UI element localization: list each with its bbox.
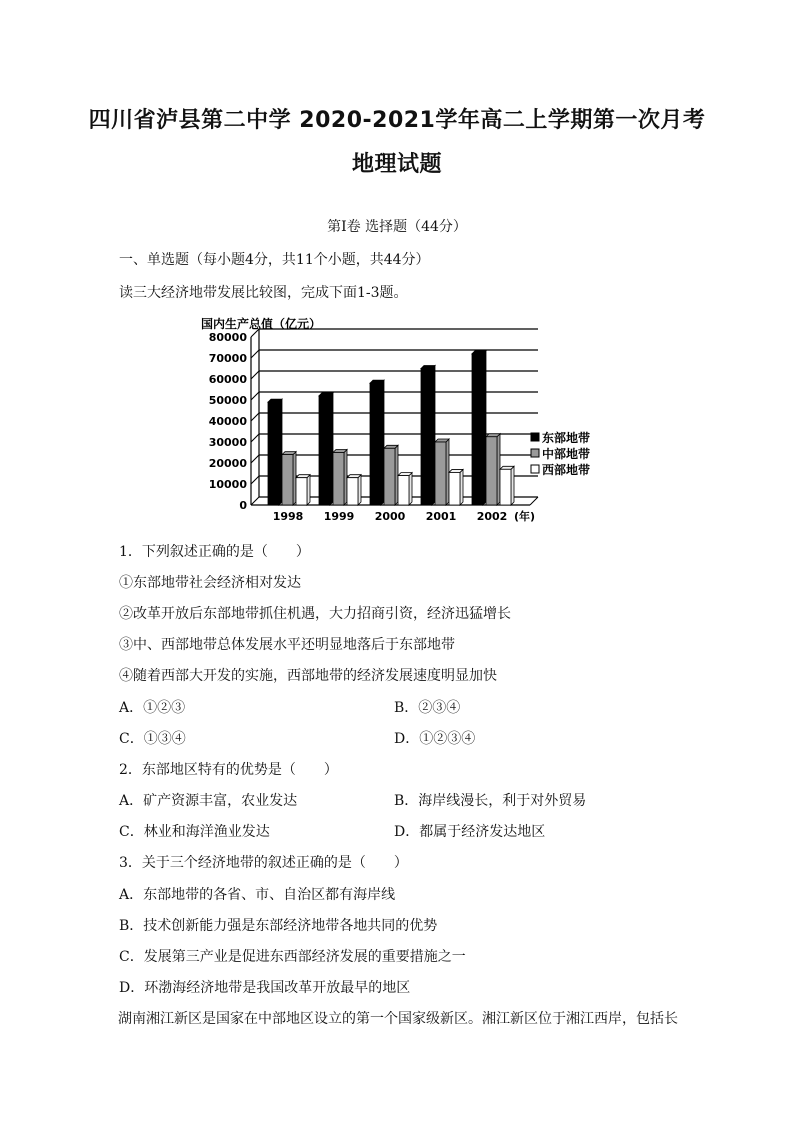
bar-top: [282, 452, 296, 455]
gridline-diagonal: [251, 434, 259, 442]
bar-top: [268, 399, 282, 402]
bar: [421, 369, 432, 506]
section-instruction: 一、单选题（每小题4分，共11个小题，共44分）: [119, 252, 430, 268]
q1-statement-1: ①东部地带社会经济相对发达: [119, 575, 301, 591]
bar: [370, 383, 381, 505]
q3-stem: 3．关于三个经济地带的叙述正确的是（ ）: [119, 855, 408, 871]
x-tick-label: 2002: [476, 510, 508, 523]
bar-side: [395, 445, 398, 505]
gridline-diagonal: [251, 455, 259, 463]
x-tick-label: 2001: [425, 510, 457, 523]
bar-side: [511, 466, 514, 505]
q2-option-a: A．矿产资源丰富，农业发达: [119, 793, 298, 809]
q1-statement-2: ②改革开放后东部地带抓住机遇，大力招商引资，经济迅猛增长: [119, 606, 511, 622]
bar: [486, 437, 497, 505]
y-tick-label: 80000: [208, 331, 247, 344]
exam-title-line1: 四川省泸县第二中学 2020-2021学年高二上学期第一次月考: [88, 108, 706, 133]
bar-side: [293, 452, 296, 505]
y-tick-label: 0: [239, 499, 247, 512]
bar-top: [296, 475, 310, 478]
legend-label: 东部地带: [542, 431, 591, 445]
bar: [268, 402, 279, 505]
bar: [472, 354, 483, 505]
q1-option-a: A．①②③: [119, 700, 186, 716]
bar-top: [333, 450, 347, 453]
bar-side: [279, 399, 282, 505]
bar-top: [486, 434, 500, 437]
bar-side: [358, 475, 361, 505]
bar: [500, 469, 511, 505]
bar-top: [398, 473, 412, 476]
y-tick-label: 20000: [208, 457, 247, 470]
bar-top: [435, 439, 449, 442]
q3-option-d: D．环渤海经济地带是我国改革开放最早的地区: [119, 980, 411, 996]
chart-title: 国内生产总值（亿元）: [201, 317, 322, 331]
gridline-diagonal: [251, 497, 259, 505]
section-heading: 第Ⅰ卷 选择题（44分）: [327, 219, 467, 235]
bar-side: [483, 351, 486, 505]
q1-statement-4: ④随着西部大开发的实施，西部地带的经济发展速度明显加快: [119, 668, 497, 684]
bar-top: [347, 475, 361, 478]
q3-option-c: C．发展第三产业是促进东西部经济发展的重要措施之一: [119, 949, 466, 965]
q1-option-d: D．①②③④: [394, 731, 476, 747]
y-tick-label: 70000: [208, 352, 247, 365]
y-tick-label: 50000: [208, 394, 247, 407]
gridline-diagonal: [251, 392, 259, 400]
q1-option-c: C．①③④: [119, 731, 186, 747]
y-tick-label: 40000: [208, 415, 247, 428]
bar-top: [319, 393, 333, 396]
bar: [282, 455, 293, 505]
bar-top: [472, 351, 486, 354]
passage-text: 湖南湘江新区是国家在中部地区设立的第一个国家级新区。湘江新区位于湘江西岸，包括长: [118, 1011, 678, 1027]
q2-stem: 2．东部地区特有的优势是（ ）: [119, 762, 338, 778]
x-axis-label: (年): [514, 510, 536, 523]
bar: [384, 448, 395, 505]
bar-side: [381, 380, 384, 505]
bar-top: [449, 469, 463, 472]
bar: [435, 442, 446, 505]
chart-intro: 读三大经济地带发展比较图，完成下面1-3题。: [119, 285, 408, 301]
bar-top: [500, 466, 514, 469]
legend-swatch: [531, 449, 539, 457]
legend-label: 西部地带: [542, 463, 591, 477]
bar: [398, 476, 409, 505]
gridline-diagonal: [251, 413, 259, 421]
bar: [296, 478, 307, 505]
bar-side: [307, 475, 310, 505]
bar: [333, 453, 344, 506]
bar-side: [446, 439, 449, 505]
q3-option-a: A．东部地带的各省、市、自治区都有海岸线: [119, 887, 396, 903]
bar-top: [370, 380, 384, 383]
legend-label: 中部地带: [542, 447, 591, 461]
q1-option-b: B．②③④: [394, 700, 461, 716]
x-tick-label: 1999: [323, 510, 355, 523]
bar-side: [460, 469, 463, 505]
legend-swatch: [531, 465, 539, 473]
gdp-bar-chart: [193, 312, 603, 527]
bar: [449, 472, 460, 505]
bar: [319, 396, 330, 505]
y-tick-label: 10000: [208, 478, 247, 491]
bar-side: [432, 366, 435, 506]
bar: [347, 478, 358, 505]
q2-option-c: C．林业和海洋渔业发达: [119, 824, 270, 840]
q2-option-b: B．海岸线漫长，利于对外贸易: [394, 793, 587, 809]
x-tick-label: 2000: [374, 510, 406, 523]
q2-option-d: D．都属于经济发达地区: [394, 824, 546, 840]
bar-side: [409, 473, 412, 505]
y-tick-label: 60000: [208, 373, 247, 386]
bar-top: [384, 445, 398, 448]
q1-statement-3: ③中、西部地带总体发展水平还明显地落后于东部地带: [119, 637, 455, 653]
floor-edge: [530, 497, 538, 505]
bar-side: [330, 393, 333, 505]
x-tick-label: 1998: [272, 510, 304, 523]
gridline-diagonal: [251, 371, 259, 379]
gridline-diagonal: [251, 350, 259, 358]
legend-swatch: [531, 433, 539, 441]
bar-side: [344, 450, 347, 506]
q3-option-b: B．技术创新能力强是东部经济地带各地共同的优势: [119, 918, 438, 934]
gridline-diagonal: [251, 476, 259, 484]
bar-top: [421, 366, 435, 369]
exam-title-line2: 地理试题: [351, 152, 442, 177]
y-tick-label: 30000: [208, 436, 247, 449]
q1-stem: 1．下列叙述正确的是（ ）: [119, 544, 310, 560]
